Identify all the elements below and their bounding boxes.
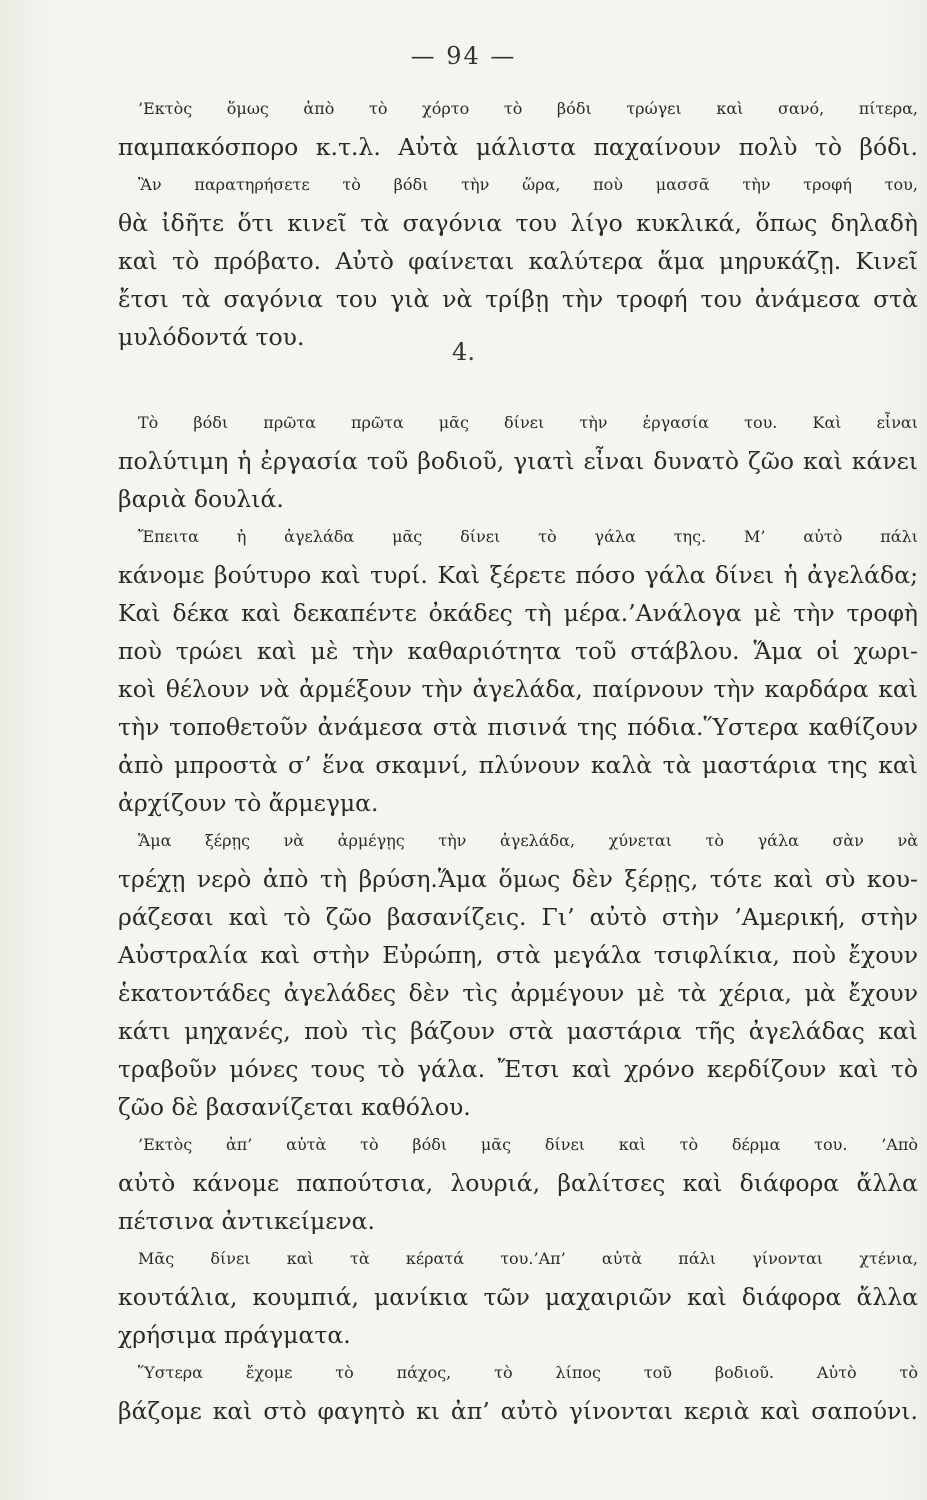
text-line: θὰ ἰδῆτε ὅτι κινεῖ τὰ σαγόνια του λίγο κυκλικά, ὅπως δηλαδὴ <box>118 209 918 237</box>
text-line: ἔτσι τὰ σαγόνια του γιὰ νὰ τρίβῃ τὴν τροφή του ἀνάμεσα στὰ <box>118 285 918 313</box>
text-line: Ἅμα ξέρῃς νὰ ἀρμέγῃς τὴν ἀγελάδα, χύνεται τὸ γάλα σὰν νὰ <box>138 831 918 850</box>
page-number: — 94 — <box>410 42 517 70</box>
text-line: ’Εκτὸς ἀπ’ αὐτὰ τὸ βόδι μᾶς δίνει καὶ τὸ δέρμα του. ’Απὸ <box>138 1135 918 1154</box>
text-line: κουτάλια, κουμπιά, μανίκια τῶν μαχαιριῶν καὶ διάφορα ἄλλα <box>118 1283 918 1311</box>
text-line: Ὕστερα ἔχομε τὸ πάχος, τὸ λίπος τοῦ βοδιοῦ. Αὐτὸ τὸ <box>138 1363 918 1382</box>
text-line: ἑκατοντάδες ἀγελάδες δὲν τὶς ἀρμέγουν μὲ τὰ χέρια, μὰ ἔχουν <box>118 979 918 1007</box>
text-line: ποὺ τρώει καὶ μὲ τὴν καθαριότητα τοῦ στάβλου. Ἅμα οἱ χωρι- <box>118 637 918 665</box>
text-line: ζῶο δὲ βασανίζεται καθόλου. <box>118 1093 471 1121</box>
text-line: καὶ τὸ πρόβατο. Αὐτὸ φαίνεται καλύτερα ἅμα μηρυκάζῃ. Κινεῖ <box>118 247 918 275</box>
text-line: μυλόδοντά του. <box>118 323 305 351</box>
text-line: Καὶ δέκα καὶ δεκαπέντε ὀκάδες τὴ μέρα.’Ανάλογα μὲ τὴν τροφὴ <box>118 599 918 627</box>
text-line: κάνομε βούτυρο καὶ τυρί. Καὶ ξέρετε πόσο γάλα δίνει ἡ ἀγελάδα; <box>118 561 918 589</box>
text-line: πέτσινα ἀντικείμενα. <box>118 1207 376 1235</box>
text-line: Ἔπειτα ἡ ἀγελάδα μᾶς δίνει τὸ γάλα της. Μ’ αὐτὸ πάλι <box>138 527 918 546</box>
text-block-bottom <box>118 404 918 1430</box>
text-line: πολύτιμη ἡ ἐργασία τοῦ βοδιοῦ, γιατὶ εἶναι δυνατὸ ζῶο καὶ κάνει <box>118 447 918 475</box>
text-line: κοὶ θέλουν νὰ ἀρμέξουν τὴν ἀγελάδα, παίρνουν τὴν καρδάρα καὶ <box>118 675 918 703</box>
text-line: αὐτὸ κάνομε παπούτσια, λουριά, βαλίτσες καὶ διάφορα ἄλλα <box>118 1169 918 1197</box>
text-line: κάτι μηχανές, ποὺ τὶς βάζουν στὰ μαστάρια τῆς ἀγελάδας καὶ <box>118 1017 918 1045</box>
text-line: χρήσιμα πράγματα. <box>118 1321 351 1349</box>
text-line: βάζομε καὶ στὸ φαγητὸ κι ἀπ’ αὐτὸ γίνονται κεριὰ καὶ σαπούνι. <box>118 1397 918 1425</box>
text-line: βαριὰ δουλιά. <box>118 485 284 513</box>
section-number: 4. <box>452 338 475 366</box>
text-line: Ἂν παρατηρήσετε τὸ βόδι τὴν ὥρα, ποὺ μασσᾶ τὴν τροφή του, <box>138 175 918 194</box>
text-line: Τὸ βόδι πρῶτα πρῶτα μᾶς δίνει τὴν ἐργασία του. Καὶ εἶναι <box>138 413 918 432</box>
text-line: Μᾶς δίνει καὶ τὰ κέρατά του.’Απ’ αὐτὰ πάλι γίνονται χτένια, <box>138 1249 918 1268</box>
text-line: παμπακόσπορο κ.τ.λ. Αὐτὰ μάλιστα παχαίνουν πολὺ τὸ βόδι. <box>118 133 918 161</box>
text-line: Αὐστραλία καὶ στὴν Εὐρώπη, στὰ μεγάλα τσιφλίκια, ποὺ ἔχουν <box>118 941 918 969</box>
text-line: ἀπὸ μπροστὰ σ’ ἕνα σκαμνί, πλύνουν καλὰ τὰ μαστάρια της καὶ <box>118 751 918 779</box>
text-line: ράζεσαι καὶ τὸ ζῶο βασανίζεις. Γι’ αὐτὸ στὴν ’Αμερική, στὴν <box>118 903 918 931</box>
text-line: τραβοῦν μόνες τους τὸ γάλα. Ἔτσι καὶ χρόνο κερδίζουν καὶ τὸ <box>118 1055 918 1083</box>
text-line: ’Εκτὸς ὅμως ἀπὸ τὸ χόρτο τὸ βόδι τρώγει καὶ σανό, πίτερα, <box>138 99 918 118</box>
text-block-top <box>118 90 918 356</box>
text-line: ἀρχίζουν τὸ ἄρμεγμα. <box>118 789 379 817</box>
text-line: τρέχῃ νερὸ ἀπὸ τὴ βρύση.Ἅμα ὅμως δὲν ξέρῃς, τότε καὶ σὺ κου- <box>118 865 918 893</box>
text-line: τὴν τοποθετοῦν ἀνάμεσα στὰ πισινά της πόδια.Ὕστερα καθίζουν <box>118 713 918 741</box>
